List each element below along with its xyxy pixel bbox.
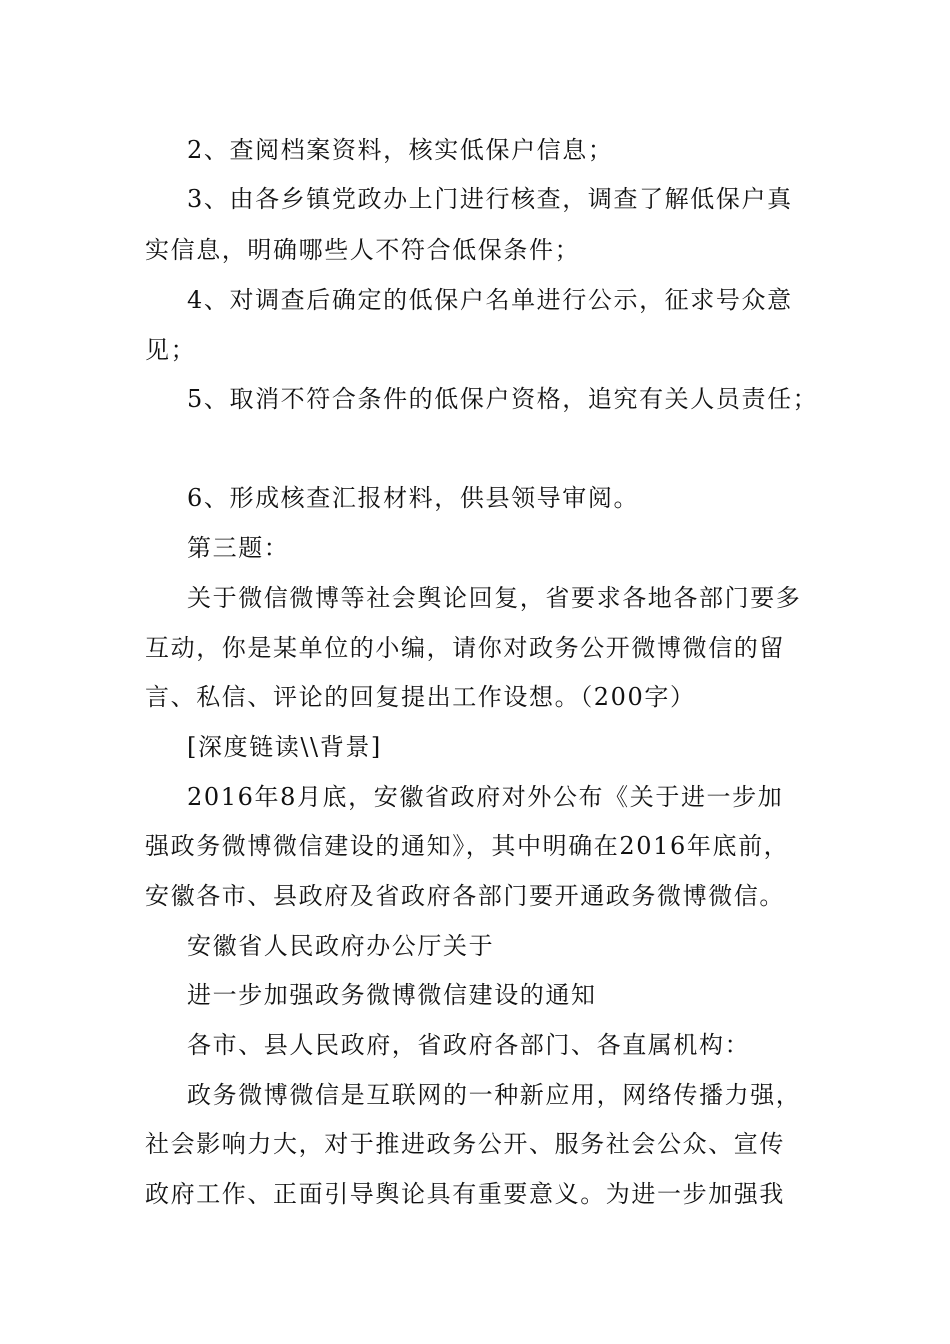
notice-addressee: 各市、县人民政府，省政府各部门、各直属机构： <box>187 1031 751 1059</box>
background-paragraph-line-1: 2016年8月底，安徽省政府对外公布《关于进一步加 <box>187 783 784 811</box>
section-heading: 第三题： <box>187 534 290 562</box>
notice-title-line-1: 安徽省人民政府办公厅关于 <box>187 932 495 960</box>
list-item-4: 4、对调查后确定的低保户名单进行公示，征求号众意 <box>187 286 793 314</box>
list-item-3-cont: 实信息，明确哪些人不符合低保条件； <box>145 236 581 264</box>
background-heading: [深度链读\\背景] <box>187 733 382 761</box>
notice-body-line-3: 政府工作、正面引导舆论具有重要意义。为进一步加强我 <box>145 1180 785 1208</box>
question-paragraph-line-2: 互动，你是某单位的小编，请你对政务公开微博微信的留 <box>145 634 785 662</box>
notice-body-line-2: 社会影响力大，对于推进政务公开、服务社会公众、宣传 <box>145 1130 785 1158</box>
background-paragraph-line-3: 安徽各市、县政府及省政府各部门要开通政务微博微信。 <box>145 882 785 910</box>
background-paragraph-line-2: 强政务微博微信建设的通知》，其中明确在2016年底前， <box>145 832 790 860</box>
question-paragraph-line-1: 关于微信微博等社会舆论回复，省要求各地各部门要多 <box>187 584 802 612</box>
list-item-4-cont: 见； <box>145 336 197 364</box>
list-item-3: 3、由各乡镇党政办上门进行核查，调查了解低保户真 <box>187 185 793 213</box>
question-paragraph-line-3: 言、私信、评论的回复提出工作设想。（200字） <box>145 683 696 711</box>
list-item-2: 2、查阅档案资料，核实低保户信息； <box>187 136 614 164</box>
list-item-6: 6、形成核查汇报材料，供县领导审阅。 <box>187 484 640 512</box>
list-item-5: 5、取消不符合条件的低保户资格，追究有关人员责任； <box>187 385 819 413</box>
notice-title-line-2: 进一步加强政务微博微信建设的通知 <box>187 981 597 1009</box>
notice-body-line-1: 政务微博微信是互联网的一种新应用，网络传播力强， <box>187 1081 802 1109</box>
